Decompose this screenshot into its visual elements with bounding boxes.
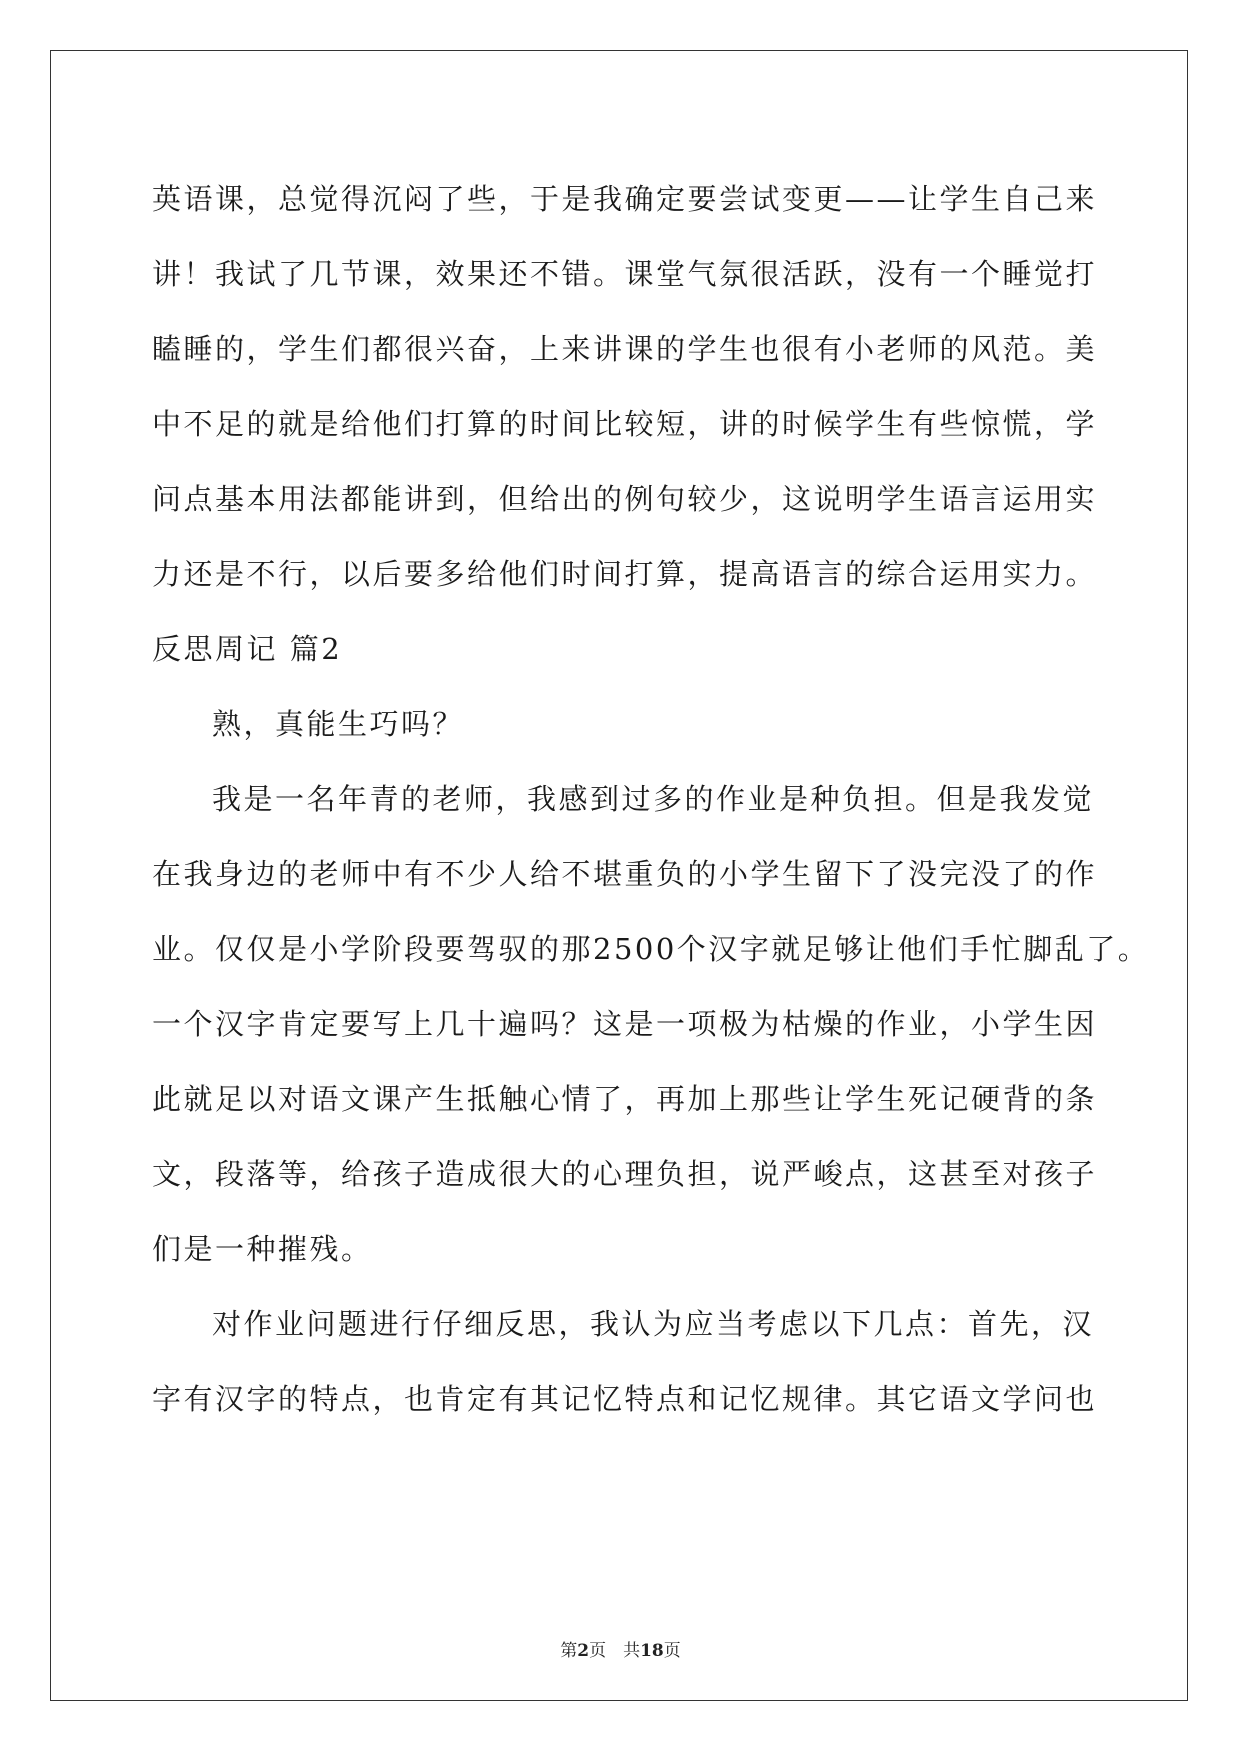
paragraph-line: 力还是不行，以后要多给他们时间打算，提高语言的综合运用实力。 [152, 557, 1098, 591]
paragraph-line: 对作业问题进行仔细反思，我认为应当考虑以下几点：首先，汉 [212, 1307, 1095, 1341]
current-page-number: 2 [577, 1641, 590, 1661]
page-number-footer [0, 1636, 1241, 1661]
section-heading: 反思周记 篇2 [152, 632, 343, 666]
paragraph-line: 问点基本用法都能讲到，但给出的例句较少，这说明学生语言运用实 [152, 482, 1098, 516]
paragraph-line: 字有汉字的特点，也肯定有其记忆特点和记忆规律。其它语文学问也 [152, 1382, 1098, 1416]
paragraph-line: 一个汉字肯定要写上几十遍吗？这是一项极为枯燥的作业，小学生因 [152, 1007, 1098, 1041]
paragraph-line: 我是一名年青的老师，我感到过多的作业是种负担。但是我发觉 [212, 782, 1095, 816]
paragraph-line: 业。仅仅是小学阶段要驾驭的那2500个汉字就足够让他们手忙脚乱了。 [152, 932, 1150, 966]
paragraph-line: 英语课，总觉得沉闷了些，于是我确定要尝试变更——让学生自己来 [152, 182, 1098, 216]
paragraph-line: 此就足以对语文课产生抵触心情了，再加上那些让学生死记硬背的条 [152, 1082, 1098, 1116]
total-page-number: 18 [640, 1641, 664, 1661]
page-prefix: 第 [560, 1641, 578, 1661]
paragraph-line: 在我身边的老师中有不少人给不堪重负的小学生留下了没完没了的作 [152, 857, 1098, 891]
paragraph-line: 文，段落等，给孩子造成很大的心理负担，说严峻点，这甚至对孩子 [152, 1157, 1098, 1191]
paragraph-line: 瞌睡的，学生们都很兴奋，上来讲课的学生也很有小老师的风范。美 [152, 332, 1098, 366]
page-mid-text: 页 共 [589, 1641, 641, 1661]
paragraph-line: 中不足的就是给他们打算的时间比较短，讲的时候学生有些惊慌，学 [152, 407, 1098, 441]
page-suffix: 页 [663, 1641, 681, 1661]
essay-title: 熟，真能生巧吗？ [212, 707, 465, 741]
document-body [152, 162, 1150, 1437]
paragraph-line: 讲！我试了几节课，效果还不错。课堂气氛很活跃，没有一个睡觉打 [152, 257, 1098, 291]
paragraph-line: 们是一种摧残。 [152, 1232, 373, 1266]
